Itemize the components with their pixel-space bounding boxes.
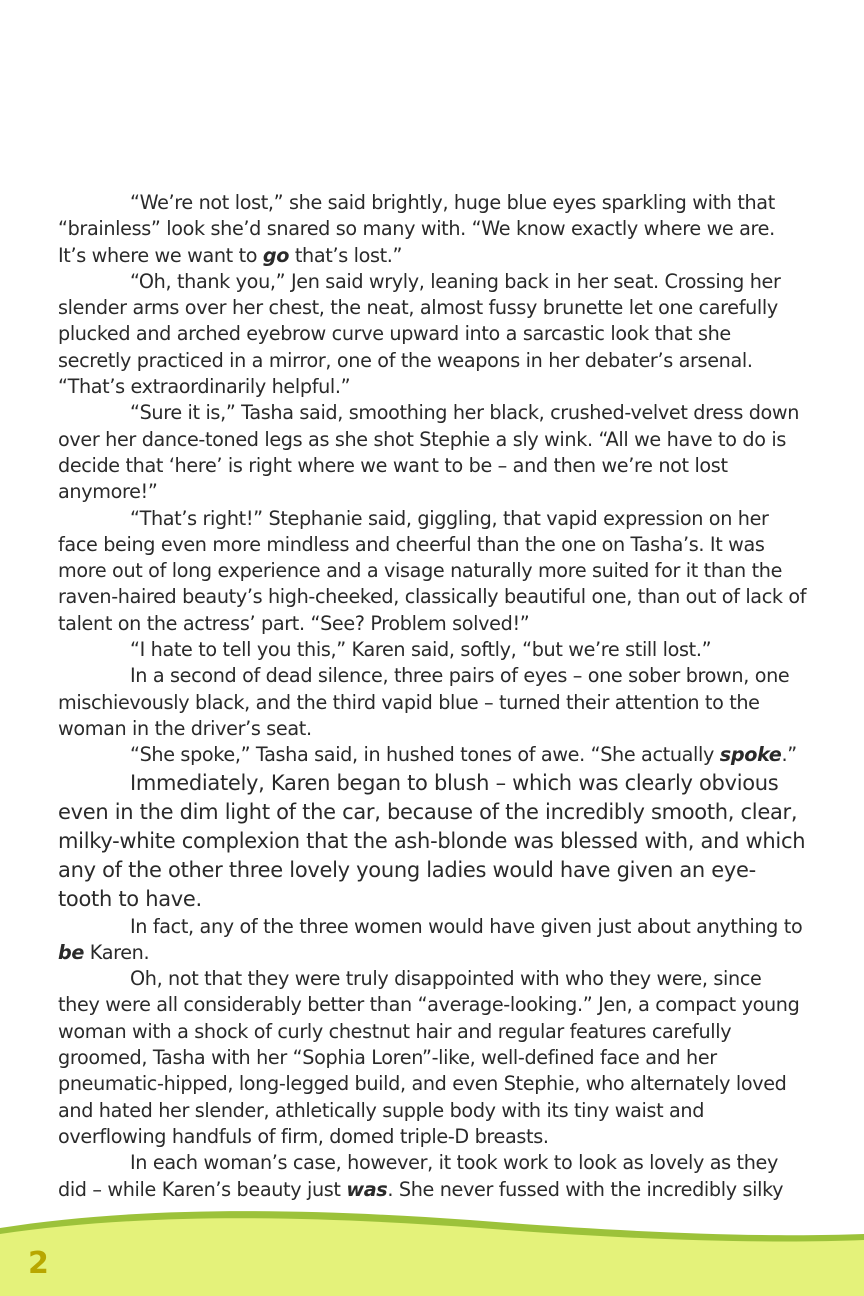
emphasis: was [346,1177,388,1201]
footer-wave-light [0,1218,864,1296]
emphasis: spoke [719,743,782,767]
emphasis: go [262,243,290,267]
paragraph-11: In each woman’s case, however, it took work to look as lovely as they did – while Karen’s beauty just was. She never fussed with the incredibly silky [58,1151,784,1201]
page-number: 2 [28,1246,49,1281]
paragraph-6: In a second of dead silence, three pairs of eyes – one sober brown, one mischievously black, and the third vapid blue – turned their attention to the woman in the driver’s seat. [58,664,790,740]
paragraph-1: “We’re not lost,” she said brightly, huge blue eyes sparkling with that “brainless” look she’d snared so many with. “We know exactly where we are. It’s where we want to go that’s lost.” [58,191,775,267]
paragraph-7: “She spoke,” Tasha said, in hushed tones of awe. “She actually spoke.” [130,743,797,767]
paragraph-3: “Sure it is,” Tasha said, smoothing her black, crushed-velvet dress down over her dance-toned legs as she shot Stephie a sly wink. “All we have to do is decide that ‘here’ is right where we want to be – and then we’re not lost anymore!” [58,401,800,504]
body-text [58,190,808,1203]
paragraph-2: “Oh, thank you,” Jen said wryly, leaning back in her seat. Crossing her slender arms over her chest, the neat, almost fussy brunette let one carefully plucked and arched eyebrow curve upward into a sarcastic look that she secretly practiced in a mirror, one of the weapons in her debater’s arsenal. “That’s extraordinarily helpful.” [58,269,781,399]
paragraph-8: Immediately, Karen began to blush – which was clearly obvious even in the dim light of the car, because of the incredibly smooth, clear, milky-white complexion that the ash-blonde was blessed with, and which any of the other three lovely young ladies would have given an eye-tooth to have. [58,770,806,911]
paragraph-10: Oh, not that they were truly disappointed with who they were, since they were all considerably better than “average-looking.” Jen, a compact young woman with a shock of curly chestnut hair and regular features carefully groomed, Tasha with her “Sophia Loren”-like, well-defined face and her pneumatic-hipped, long-legged build, and even Stephie, who alternately loved and hated her slender, athletically supple body with its tiny waist and overflowing handfuls of firm, domed triple-D breasts. [58,967,800,1148]
emphasis: be [58,940,85,964]
footer-wave [0,1200,864,1296]
paragraph-9: In fact, any of the three women would have given just about anything to be Karen. [58,914,803,964]
paragraph-4: “That’s right!” Stephanie said, giggling, that vapid expression on her face being even more mindless and cheerful than the one on Tasha’s. It was more out of long experience and a visage naturally more suited for it than the raven-haired beauty’s high-cheeked, classically beautiful one, than out of lack of talent on the actress’ part. “See? Problem solved!” [58,506,807,635]
paragraph-5: “I hate to tell you this,” Karen said, softly, “but we’re still lost.” [130,638,712,662]
